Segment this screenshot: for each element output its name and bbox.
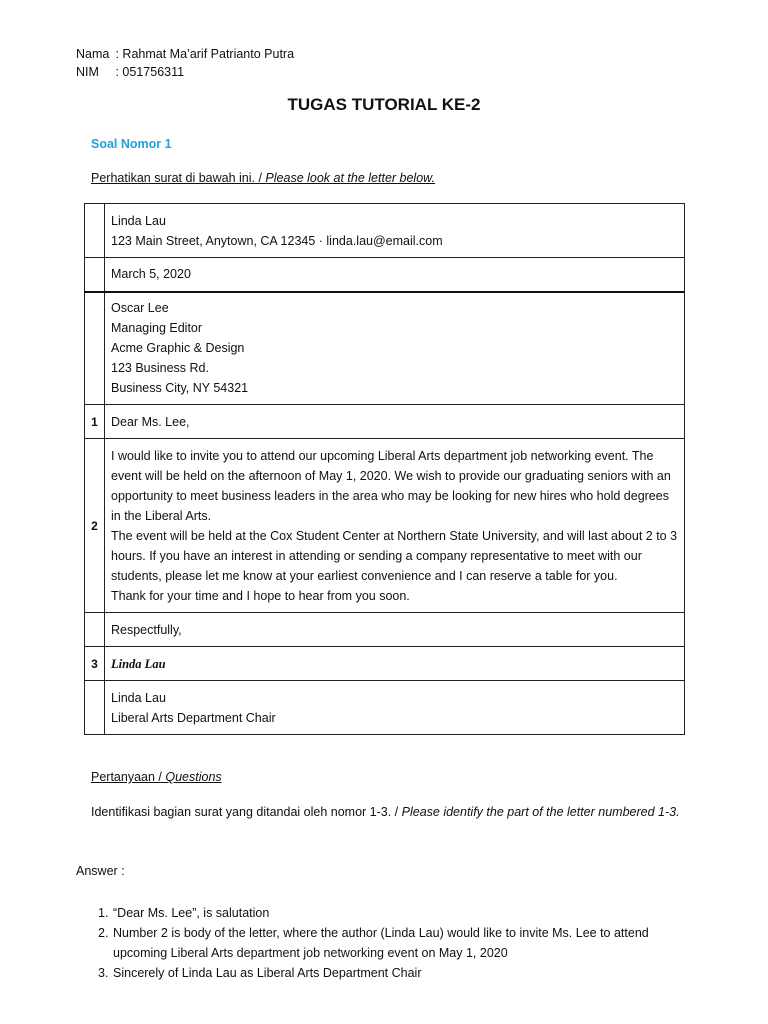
question-text	[91, 802, 681, 822]
recipient-block	[105, 292, 685, 405]
body-paragraph: I would like to invite you to attend our upcoming Liberal Arts department job networking event. The event will be held on the afternoon of May 1, 2020. We wish to provide our graduating seniors with an opportunity to meet business leaders in the area who may be looking for new hires who hold degrees in the Liberal Arts.	[111, 448, 671, 523]
answer-number: 2.	[98, 926, 109, 940]
letter-body	[105, 439, 685, 613]
signer-title: Liberal Arts Department Chair	[111, 710, 276, 725]
signer-block	[105, 681, 685, 735]
instruction-id: Perhatikan surat di bawah ini. /	[91, 171, 262, 185]
name-value: : Rahmat Ma’arif Patrianto Putra	[115, 47, 295, 61]
nim-label: NIM	[76, 65, 99, 79]
letter-date: March 5, 2020	[105, 258, 685, 292]
questions-heading-en: Questions	[165, 770, 222, 784]
section-heading: Soal Nomor 1	[91, 137, 172, 151]
signature: Linda Lau	[105, 647, 685, 681]
answer-number: 3.	[98, 966, 109, 980]
recipient-line: Acme Graphic & Design	[111, 341, 245, 356]
list-item	[91, 903, 691, 923]
table-row	[85, 292, 685, 405]
recipient-line: Oscar Lee	[111, 301, 169, 316]
answer-number: 1.	[98, 906, 109, 920]
answer-text: “Dear Ms. Lee”, is salutation	[113, 906, 270, 920]
sender-name: Linda Lau	[111, 213, 166, 228]
closing: Respectfully,	[105, 613, 685, 647]
page-title: TUGAS TUTORIAL KE-2	[287, 95, 481, 114]
table-row	[85, 405, 685, 439]
table-row	[85, 647, 685, 681]
salutation: Dear Ms. Lee,	[105, 405, 685, 439]
recipient-line: Business City, NY 54321	[111, 381, 249, 396]
part-number: 3	[85, 647, 105, 681]
table-row	[85, 613, 685, 647]
answer-label: Answer :	[76, 864, 125, 878]
instruction	[91, 171, 435, 185]
table-row	[85, 204, 685, 258]
student-nim-row	[76, 64, 184, 81]
table-row	[85, 258, 685, 292]
questions-heading	[91, 770, 222, 784]
student-name-row	[76, 46, 294, 63]
list-item	[91, 923, 691, 963]
answer-list	[91, 903, 691, 983]
sender-address: 123 Main Street, Anytown, CA 12345 · linda.lau@email.com	[111, 233, 443, 248]
part-number: 1	[85, 405, 105, 439]
letter-table	[84, 203, 685, 735]
signer-name: Linda Lau	[111, 690, 166, 705]
questions-heading-id: Pertanyaan /	[91, 770, 162, 784]
table-row	[85, 681, 685, 735]
answer-text: Number 2 is body of the letter, where the author (Linda Lau) would like to invite Ms. Lee to attend upcoming Liberal Arts department job networking event on May 1, 2020	[113, 926, 649, 960]
question-text-id: Identifikasi bagian surat yang ditandai oleh nomor 1-3. /	[91, 805, 399, 819]
list-item	[91, 963, 691, 983]
instruction-en: Please look at the letter below.	[265, 171, 435, 185]
question-text-en: Please identify the part of the letter numbered 1-3.	[401, 805, 680, 819]
body-paragraph: Thank for your time and I hope to hear from you soon.	[111, 588, 410, 603]
body-paragraph: The event will be held at the Cox Student Center at Northern State University, and will last about 2 to 3 hours. If you have an interest in attending or sending a company representative to meet with our students, please let me know at your earliest convenience and I can reserve a table for you.	[111, 528, 678, 583]
part-number: 2	[85, 439, 105, 613]
name-label: Nama	[76, 47, 110, 61]
recipient-line: 123 Business Rd.	[111, 361, 209, 376]
sender-block	[105, 204, 685, 258]
answer-text: Sincerely of Linda Lau as Liberal Arts Department Chair	[113, 966, 422, 980]
nim-value: : 051756311	[115, 65, 185, 79]
table-row	[85, 439, 685, 613]
recipient-line: Managing Editor	[111, 321, 203, 336]
